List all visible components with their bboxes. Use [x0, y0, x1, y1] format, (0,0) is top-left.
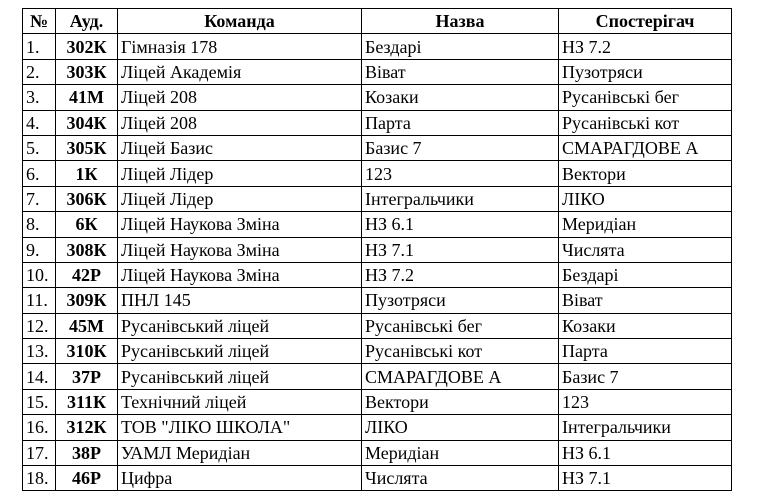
table-row	[23, 415, 732, 440]
table-row	[23, 389, 732, 414]
team-cell: Ліцей 208	[118, 85, 362, 110]
team-cell: Ліцей Академія	[118, 59, 362, 84]
table-row	[23, 135, 732, 160]
row-number: 10.	[23, 262, 56, 287]
team-cell: Цифра	[118, 466, 362, 491]
row-number: 16.	[23, 415, 56, 440]
table-row	[23, 364, 732, 389]
row-number: 18.	[23, 466, 56, 491]
header-team: Команда	[118, 9, 362, 34]
team-cell: Ліцей Лідер	[118, 161, 362, 186]
team-name-cell: Вектори	[362, 389, 559, 414]
team-cell: Технічний ліцей	[118, 389, 362, 414]
header-row	[23, 9, 732, 34]
observer-cell: СМАРАГДОВЕ А	[559, 135, 732, 160]
team-cell: Русанівський ліцей	[118, 313, 362, 338]
row-number: 11.	[23, 288, 56, 313]
team-cell: Русанівський ліцей	[118, 339, 362, 364]
room-cell: 303К	[56, 59, 118, 84]
team-name-cell: ЛІКО	[362, 415, 559, 440]
row-number: 14.	[23, 364, 56, 389]
room-cell: 41М	[56, 85, 118, 110]
team-name-cell: Козаки	[362, 85, 559, 110]
room-cell: 37Р	[56, 364, 118, 389]
observer-cell: Пузотряси	[559, 59, 732, 84]
team-name-cell: НЗ 7.1	[362, 237, 559, 262]
room-cell: 6К	[56, 212, 118, 237]
row-number: 4.	[23, 110, 56, 135]
team-name-cell: Пузотряси	[362, 288, 559, 313]
row-number: 13.	[23, 339, 56, 364]
row-number: 3.	[23, 85, 56, 110]
table-row	[23, 34, 732, 59]
observer-cell: Русанівські кот	[559, 110, 732, 135]
row-number: 15.	[23, 389, 56, 414]
row-number: 2.	[23, 59, 56, 84]
team-cell: Русанівський ліцей	[118, 364, 362, 389]
observer-cell: Базис 7	[559, 364, 732, 389]
observer-cell: Русанівські бег	[559, 85, 732, 110]
observer-cell: НЗ 7.1	[559, 466, 732, 491]
team-cell: Гімназія 178	[118, 34, 362, 59]
room-cell: 302К	[56, 34, 118, 59]
row-number: 17.	[23, 440, 56, 465]
team-name-cell: Інтегральчики	[362, 186, 559, 211]
observer-cell: Бездарі	[559, 262, 732, 287]
room-cell: 42Р	[56, 262, 118, 287]
team-name-cell: Меридіан	[362, 440, 559, 465]
team-cell: Ліцей Наукова Зміна	[118, 212, 362, 237]
team-name-cell: Базис 7	[362, 135, 559, 160]
room-cell: 38Р	[56, 440, 118, 465]
assignment-table	[22, 8, 732, 491]
table-row	[23, 59, 732, 84]
observer-cell: Меридіан	[559, 212, 732, 237]
table-row	[23, 339, 732, 364]
team-name-cell: Віват	[362, 59, 559, 84]
room-cell: 304К	[56, 110, 118, 135]
observer-cell: ЛІКО	[559, 186, 732, 211]
room-cell: 46Р	[56, 466, 118, 491]
header-room: Ауд.	[56, 9, 118, 34]
room-cell: 310К	[56, 339, 118, 364]
table-row	[23, 466, 732, 491]
row-number: 6.	[23, 161, 56, 186]
row-number: 5.	[23, 135, 56, 160]
table-body	[23, 34, 732, 491]
table-row	[23, 262, 732, 287]
team-cell: Ліцей Наукова Зміна	[118, 262, 362, 287]
team-name-cell: НЗ 7.2	[362, 262, 559, 287]
team-name-cell: СМАРАГДОВЕ А	[362, 364, 559, 389]
team-cell: Ліцей Наукова Зміна	[118, 237, 362, 262]
team-cell: Ліцей 208	[118, 110, 362, 135]
team-cell: УАМЛ Меридіан	[118, 440, 362, 465]
team-name-cell: Бездарі	[362, 34, 559, 59]
table-row	[23, 288, 732, 313]
team-cell: Ліцей Лідер	[118, 186, 362, 211]
table-row	[23, 110, 732, 135]
observer-cell: Інтегральчики	[559, 415, 732, 440]
team-name-cell: Русанівські кот	[362, 339, 559, 364]
room-cell: 308К	[56, 237, 118, 262]
observer-cell: Віват	[559, 288, 732, 313]
team-cell: ТОВ "ЛІКО ШКОЛА"	[118, 415, 362, 440]
team-name-cell: Числята	[362, 466, 559, 491]
room-cell: 305К	[56, 135, 118, 160]
team-cell: Ліцей Базис	[118, 135, 362, 160]
row-number: 7.	[23, 186, 56, 211]
room-cell: 306К	[56, 186, 118, 211]
header-name: Назва	[362, 9, 559, 34]
row-number: 8.	[23, 212, 56, 237]
header-observer: Спостерігач	[559, 9, 732, 34]
schedule-sheet	[22, 8, 732, 491]
observer-cell: 123	[559, 389, 732, 414]
room-cell: 311К	[56, 389, 118, 414]
observer-cell: НЗ 7.2	[559, 34, 732, 59]
room-cell: 1К	[56, 161, 118, 186]
team-cell: ПНЛ 145	[118, 288, 362, 313]
team-name-cell: Русанівські бег	[362, 313, 559, 338]
observer-cell: Парта	[559, 339, 732, 364]
row-number: 12.	[23, 313, 56, 338]
table-row	[23, 161, 732, 186]
observer-cell: Вектори	[559, 161, 732, 186]
observer-cell: Числята	[559, 237, 732, 262]
team-name-cell: Парта	[362, 110, 559, 135]
table-row	[23, 85, 732, 110]
table-row	[23, 313, 732, 338]
observer-cell: Козаки	[559, 313, 732, 338]
table-row	[23, 440, 732, 465]
table-row	[23, 212, 732, 237]
row-number: 9.	[23, 237, 56, 262]
room-cell: 309К	[56, 288, 118, 313]
room-cell: 45М	[56, 313, 118, 338]
row-number: 1.	[23, 34, 56, 59]
table-row	[23, 186, 732, 211]
header-num: №	[23, 9, 56, 34]
team-name-cell: 123	[362, 161, 559, 186]
table-row	[23, 237, 732, 262]
team-name-cell: НЗ 6.1	[362, 212, 559, 237]
room-cell: 312К	[56, 415, 118, 440]
observer-cell: НЗ 6.1	[559, 440, 732, 465]
